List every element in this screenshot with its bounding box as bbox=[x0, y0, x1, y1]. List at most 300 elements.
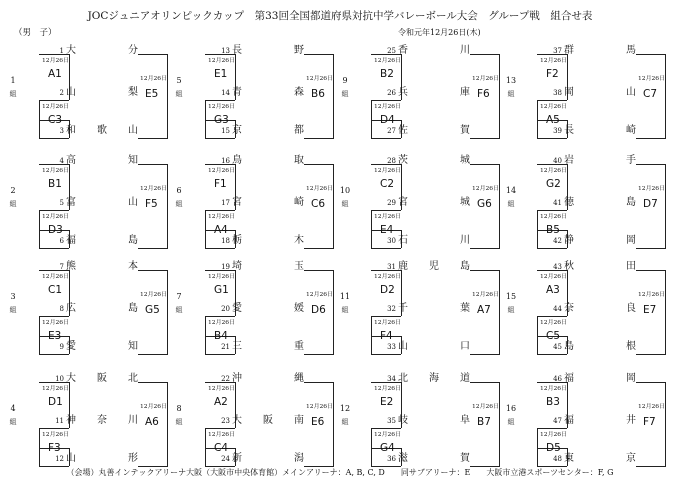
match-code: C1 bbox=[48, 284, 63, 296]
match-date: 12月26日 bbox=[42, 272, 70, 280]
bracket-line bbox=[39, 316, 40, 354]
group-label: 組 bbox=[341, 200, 349, 208]
final-match-code: E6 bbox=[311, 416, 325, 428]
match-date: 12月26日 bbox=[540, 56, 568, 64]
team-number: 22 bbox=[221, 375, 230, 383]
match-code: D1 bbox=[48, 396, 63, 408]
bracket-line bbox=[636, 54, 666, 55]
team-number: 37 bbox=[553, 47, 562, 55]
group-number: 10 bbox=[339, 186, 351, 195]
final-match-date: 12月26日 bbox=[306, 184, 334, 192]
match-code: F2 bbox=[546, 68, 559, 80]
team-name: 福岡 bbox=[564, 373, 636, 384]
team-number: 31 bbox=[387, 263, 396, 271]
bracket-line bbox=[470, 54, 500, 55]
team-number: 21 bbox=[221, 343, 230, 351]
team-number: 27 bbox=[387, 127, 396, 135]
bracket-line bbox=[205, 428, 235, 429]
final-match-date: 12月26日 bbox=[140, 402, 168, 410]
bracket-line bbox=[371, 248, 401, 249]
team-name: 山口 bbox=[398, 341, 470, 352]
match-code: E2 bbox=[380, 396, 394, 408]
bracket-line bbox=[304, 382, 334, 383]
team-number: 7 bbox=[59, 263, 64, 271]
match-date: 12月26日 bbox=[208, 384, 236, 392]
team-number: 11 bbox=[55, 417, 64, 425]
bracket-line bbox=[470, 270, 500, 271]
final-match-code: F7 bbox=[643, 416, 656, 428]
team-name: 神奈川 bbox=[66, 415, 138, 426]
group-number: 16 bbox=[505, 404, 517, 413]
match-date: 12月26日 bbox=[374, 166, 402, 174]
group-12-bracket bbox=[338, 368, 500, 467]
match-date: 12月26日 bbox=[374, 430, 402, 438]
team-name: 高知 bbox=[66, 155, 138, 166]
match-code: D2 bbox=[380, 284, 395, 296]
bracket-line bbox=[138, 270, 168, 271]
bracket-line bbox=[39, 428, 69, 429]
bracket-line bbox=[470, 138, 500, 139]
final-match-date: 12月26日 bbox=[140, 184, 168, 192]
group-number: 14 bbox=[505, 186, 517, 195]
team-number: 6 bbox=[59, 237, 64, 245]
bracket-line bbox=[665, 270, 666, 355]
final-match-code: C6 bbox=[311, 198, 326, 210]
match-date: 12月26日 bbox=[540, 318, 568, 326]
group-label: 組 bbox=[9, 418, 17, 426]
team-number: 13 bbox=[221, 47, 230, 55]
team-number: 40 bbox=[553, 157, 562, 165]
bracket-line bbox=[205, 100, 235, 101]
group-15-bracket bbox=[504, 256, 666, 355]
bracket-line bbox=[537, 210, 538, 248]
bracket-line bbox=[636, 354, 666, 355]
team-name: 長崎 bbox=[564, 125, 636, 136]
bracket-line bbox=[304, 54, 334, 55]
group-number: 8 bbox=[176, 404, 182, 413]
match-date: 12月26日 bbox=[42, 430, 70, 438]
bracket-line bbox=[138, 248, 168, 249]
match-code: D5 bbox=[546, 442, 561, 454]
bracket-line bbox=[205, 210, 235, 211]
bracket-line bbox=[39, 354, 69, 355]
team-name: 京都 bbox=[232, 125, 304, 136]
group-label: 組 bbox=[341, 306, 349, 314]
bracket-line bbox=[665, 164, 666, 249]
final-match-code: E7 bbox=[643, 304, 657, 316]
bracket-line bbox=[333, 164, 334, 249]
group-number: 13 bbox=[505, 76, 517, 85]
match-date: 12月26日 bbox=[42, 384, 70, 392]
bracket-line bbox=[665, 54, 666, 139]
match-code: A1 bbox=[48, 68, 62, 80]
match-code: B2 bbox=[380, 68, 394, 80]
team-number: 14 bbox=[221, 89, 230, 97]
bracket-line bbox=[167, 382, 168, 467]
bracket-line bbox=[499, 164, 500, 249]
group-9-bracket bbox=[338, 40, 500, 139]
match-code: A3 bbox=[546, 284, 560, 296]
group-label: 組 bbox=[175, 418, 183, 426]
match-date: 12月26日 bbox=[42, 166, 70, 174]
match-date: 12月26日 bbox=[42, 56, 70, 64]
group-1-bracket bbox=[6, 40, 168, 139]
team-name: 群馬 bbox=[564, 45, 636, 56]
page-title: JOCジュニアオリンピックカップ 第33回全国都道府県対抗中学バレーボール大会 グループ戦 組合せ表 bbox=[87, 10, 593, 22]
group-number: 15 bbox=[505, 292, 517, 301]
bracket-line bbox=[470, 164, 500, 165]
team-name: 島根 bbox=[564, 341, 636, 352]
team-name: 愛知 bbox=[66, 341, 138, 352]
group-13-bracket bbox=[504, 40, 666, 139]
team-name: 宮城 bbox=[398, 197, 470, 208]
bracket-line bbox=[665, 382, 666, 467]
team-number: 1 bbox=[59, 47, 64, 55]
match-code: G1 bbox=[214, 284, 229, 296]
final-match-code: A7 bbox=[477, 304, 491, 316]
final-match-date: 12月26日 bbox=[306, 402, 334, 410]
final-match-code: A6 bbox=[145, 416, 159, 428]
team-number: 36 bbox=[387, 455, 396, 463]
team-name: 山梨 bbox=[66, 87, 138, 98]
group-number: 12 bbox=[339, 404, 351, 413]
match-date: 12月26日 bbox=[374, 212, 402, 220]
group-label: 組 bbox=[9, 90, 17, 98]
team-number: 34 bbox=[387, 375, 396, 383]
final-match-code: C7 bbox=[643, 88, 658, 100]
bracket-line bbox=[470, 382, 500, 383]
final-match-date: 12月26日 bbox=[306, 290, 334, 298]
group-number: 1 bbox=[10, 76, 16, 85]
group-label: 組 bbox=[175, 306, 183, 314]
match-date: 12月26日 bbox=[208, 56, 236, 64]
team-name: 北海道 bbox=[398, 373, 470, 384]
team-number: 19 bbox=[221, 263, 230, 271]
team-name: 和歌山 bbox=[66, 125, 138, 136]
team-number: 23 bbox=[221, 417, 230, 425]
bracket-line bbox=[167, 54, 168, 139]
match-code: B1 bbox=[48, 178, 62, 190]
bracket-line bbox=[499, 382, 500, 467]
final-match-date: 12月26日 bbox=[638, 402, 666, 410]
team-number: 30 bbox=[387, 237, 396, 245]
team-name: 滋賀 bbox=[398, 453, 470, 464]
team-name: 福島 bbox=[66, 235, 138, 246]
bracket-line bbox=[636, 270, 666, 271]
team-number: 25 bbox=[387, 47, 396, 55]
match-date: 12月26日 bbox=[42, 318, 70, 326]
match-date: 12月26日 bbox=[540, 384, 568, 392]
bracket-line bbox=[138, 54, 168, 55]
bracket-line bbox=[304, 270, 334, 271]
team-number: 4 bbox=[59, 157, 64, 165]
match-date: 12月26日 bbox=[208, 166, 236, 174]
team-name: 秋田 bbox=[564, 261, 636, 272]
team-number: 35 bbox=[387, 417, 396, 425]
team-number: 33 bbox=[387, 343, 396, 351]
group-10-bracket bbox=[338, 150, 500, 249]
team-name: 石川 bbox=[398, 235, 470, 246]
team-name: 大阪北 bbox=[66, 373, 138, 384]
match-date: 12月26日 bbox=[208, 212, 236, 220]
match-code: G3 bbox=[214, 114, 229, 126]
team-name: 新潟 bbox=[232, 453, 304, 464]
bracket-line bbox=[39, 210, 40, 248]
match-date: 12月26日 bbox=[540, 102, 568, 110]
bracket-line bbox=[205, 210, 206, 248]
match-code: D3 bbox=[48, 224, 63, 236]
bracket-line bbox=[39, 248, 69, 249]
group-8-bracket bbox=[172, 368, 334, 467]
match-code: B5 bbox=[546, 224, 560, 236]
bracket-line bbox=[138, 382, 168, 383]
bracket-line bbox=[537, 248, 567, 249]
group-6-bracket bbox=[172, 150, 334, 249]
team-number: 41 bbox=[553, 199, 562, 207]
match-code: C5 bbox=[546, 330, 561, 342]
team-number: 29 bbox=[387, 199, 396, 207]
team-number: 45 bbox=[553, 343, 562, 351]
bracket-line bbox=[636, 164, 666, 165]
match-date: 12月26日 bbox=[208, 430, 236, 438]
final-match-code: G6 bbox=[477, 198, 492, 210]
group-number: 6 bbox=[176, 186, 182, 195]
bracket-line bbox=[205, 316, 206, 354]
final-match-code: E5 bbox=[145, 88, 159, 100]
team-name: 広島 bbox=[66, 303, 138, 314]
match-date: 12月26日 bbox=[42, 212, 70, 220]
final-match-date: 12月26日 bbox=[472, 290, 500, 298]
match-code: A2 bbox=[214, 396, 228, 408]
group-label: 組 bbox=[9, 200, 17, 208]
team-name: 山形 bbox=[66, 453, 138, 464]
team-name: 富山 bbox=[66, 197, 138, 208]
group-2-bracket bbox=[6, 150, 168, 249]
bracket-line bbox=[333, 270, 334, 355]
team-number: 47 bbox=[553, 417, 562, 425]
match-code: F4 bbox=[380, 330, 393, 342]
team-name: 奈良 bbox=[564, 303, 636, 314]
bracket-line bbox=[537, 138, 567, 139]
team-number: 17 bbox=[221, 199, 230, 207]
group-7-bracket bbox=[172, 256, 334, 355]
bracket-line bbox=[205, 100, 206, 138]
bracket-line bbox=[304, 248, 334, 249]
final-match-date: 12月26日 bbox=[472, 184, 500, 192]
bracket-line bbox=[499, 270, 500, 355]
bracket-line bbox=[537, 354, 567, 355]
bracket-line bbox=[371, 428, 401, 429]
match-date: 12月26日 bbox=[540, 166, 568, 174]
bracket-line bbox=[537, 100, 567, 101]
bracket-line bbox=[138, 138, 168, 139]
bracket-line bbox=[371, 428, 372, 466]
match-date: 12月26日 bbox=[540, 272, 568, 280]
team-name: 三重 bbox=[232, 341, 304, 352]
bracket-line bbox=[205, 248, 235, 249]
group-label: 組 bbox=[507, 200, 515, 208]
final-match-date: 12月26日 bbox=[638, 74, 666, 82]
bracket-line bbox=[470, 248, 500, 249]
team-name: 愛媛 bbox=[232, 303, 304, 314]
team-name: 長野 bbox=[232, 45, 304, 56]
team-number: 12 bbox=[55, 455, 64, 463]
team-number: 46 bbox=[553, 375, 562, 383]
match-date: 12月26日 bbox=[374, 384, 402, 392]
team-name: 千葉 bbox=[398, 303, 470, 314]
match-code: B4 bbox=[214, 330, 228, 342]
team-number: 20 bbox=[221, 305, 230, 313]
bracket-line bbox=[39, 316, 69, 317]
group-number: 9 bbox=[342, 76, 348, 85]
bracket-line bbox=[371, 210, 372, 248]
team-name: 青森 bbox=[232, 87, 304, 98]
group-3-bracket bbox=[6, 256, 168, 355]
team-number: 38 bbox=[553, 89, 562, 97]
final-match-date: 12月26日 bbox=[306, 74, 334, 82]
team-number: 8 bbox=[59, 305, 64, 313]
match-code: D4 bbox=[380, 114, 395, 126]
match-date: 12月26日 bbox=[374, 56, 402, 64]
match-code: G2 bbox=[546, 178, 561, 190]
team-name: 熊本 bbox=[66, 261, 138, 272]
match-code: C4 bbox=[214, 442, 229, 454]
match-code: F1 bbox=[214, 178, 227, 190]
bracket-line bbox=[371, 100, 401, 101]
group-number: 3 bbox=[10, 292, 16, 301]
match-code: E1 bbox=[214, 68, 228, 80]
team-name: 徳島 bbox=[564, 197, 636, 208]
team-number: 15 bbox=[221, 127, 230, 135]
final-match-code: B7 bbox=[477, 416, 491, 428]
bracket-line bbox=[304, 164, 334, 165]
group-label: 組 bbox=[507, 418, 515, 426]
team-number: 32 bbox=[387, 305, 396, 313]
bracket-line bbox=[304, 138, 334, 139]
match-date: 12月26日 bbox=[374, 318, 402, 326]
match-date: 12月26日 bbox=[540, 430, 568, 438]
match-code: C3 bbox=[48, 114, 63, 126]
group-label: 組 bbox=[507, 90, 515, 98]
team-name: 岐阜 bbox=[398, 415, 470, 426]
team-name: 鳥取 bbox=[232, 155, 304, 166]
bracket-line bbox=[205, 354, 235, 355]
group-label: 組 bbox=[341, 90, 349, 98]
match-code: E3 bbox=[48, 330, 62, 342]
match-code: E4 bbox=[380, 224, 394, 236]
bracket-line bbox=[499, 54, 500, 139]
team-number: 18 bbox=[221, 237, 230, 245]
final-match-code: F5 bbox=[145, 198, 158, 210]
bracket-line bbox=[636, 382, 666, 383]
bracket-line bbox=[470, 354, 500, 355]
bracket-line bbox=[333, 54, 334, 139]
bracket-line bbox=[371, 100, 372, 138]
bracket-line bbox=[537, 316, 567, 317]
match-date: 12月26日 bbox=[374, 102, 402, 110]
team-number: 39 bbox=[553, 127, 562, 135]
team-name: 静岡 bbox=[564, 235, 636, 246]
bracket-line bbox=[39, 138, 69, 139]
team-name: 沖縄 bbox=[232, 373, 304, 384]
bracket-line bbox=[537, 428, 567, 429]
bracket-line bbox=[167, 270, 168, 355]
final-match-date: 12月26日 bbox=[472, 74, 500, 82]
bracket-line bbox=[39, 100, 69, 101]
final-match-date: 12月26日 bbox=[140, 74, 168, 82]
bracket-line bbox=[333, 382, 334, 467]
group-number: 11 bbox=[339, 292, 351, 301]
bracket-line bbox=[205, 138, 235, 139]
match-code: A4 bbox=[214, 224, 228, 236]
match-date: 12月26日 bbox=[208, 318, 236, 326]
team-name: 栃木 bbox=[232, 235, 304, 246]
team-number: 48 bbox=[553, 455, 562, 463]
group-label: 組 bbox=[175, 200, 183, 208]
group-5-bracket bbox=[172, 40, 334, 139]
final-match-date: 12月26日 bbox=[472, 402, 500, 410]
team-number: 28 bbox=[387, 157, 396, 165]
team-name: 佐賀 bbox=[398, 125, 470, 136]
team-name: 福井 bbox=[564, 415, 636, 426]
bracket-line bbox=[371, 316, 401, 317]
final-match-code: D6 bbox=[311, 304, 326, 316]
team-name: 岡山 bbox=[564, 87, 636, 98]
team-name: 大阪南 bbox=[232, 415, 304, 426]
team-number: 9 bbox=[59, 343, 64, 351]
match-code: A5 bbox=[546, 114, 560, 126]
bracket-line bbox=[304, 354, 334, 355]
match-code: B3 bbox=[546, 396, 560, 408]
bracket-line bbox=[537, 428, 538, 466]
team-name: 鹿児島 bbox=[398, 261, 470, 272]
bracket-line bbox=[537, 100, 538, 138]
team-number: 44 bbox=[553, 305, 562, 313]
group-number: 5 bbox=[176, 76, 182, 85]
team-number: 24 bbox=[221, 455, 230, 463]
final-match-code: D7 bbox=[643, 198, 658, 210]
gender-label: （男 子） bbox=[14, 28, 57, 38]
final-match-code: G5 bbox=[145, 304, 160, 316]
team-name: 岩手 bbox=[564, 155, 636, 166]
match-date: 12月26日 bbox=[42, 102, 70, 110]
bracket-line bbox=[537, 316, 538, 354]
bracket-line bbox=[138, 164, 168, 165]
bracket-line bbox=[371, 316, 372, 354]
team-number: 2 bbox=[59, 89, 64, 97]
team-name: 大分 bbox=[66, 45, 138, 56]
match-date: 12月26日 bbox=[208, 102, 236, 110]
team-name: 宮崎 bbox=[232, 197, 304, 208]
final-match-code: F6 bbox=[477, 88, 490, 100]
venue-footer: （会場）丸善インテックアリーナ大阪（大阪市中央体育館）メインアリーナ：A, B, C, D 同サブアリーナ：E 大阪市立港スポーツセンター：F, G bbox=[66, 468, 614, 477]
group-number: 4 bbox=[10, 404, 16, 413]
match-date: 12月26日 bbox=[208, 272, 236, 280]
bracket-line bbox=[205, 316, 235, 317]
team-name: 兵庫 bbox=[398, 87, 470, 98]
match-code: G4 bbox=[380, 442, 395, 454]
team-name: 埼玉 bbox=[232, 261, 304, 272]
team-name: 香川 bbox=[398, 45, 470, 56]
team-number: 42 bbox=[553, 237, 562, 245]
match-code: C2 bbox=[380, 178, 395, 190]
final-match-date: 12月26日 bbox=[638, 290, 666, 298]
group-11-bracket bbox=[338, 256, 500, 355]
group-label: 組 bbox=[507, 306, 515, 314]
team-name: 茨城 bbox=[398, 155, 470, 166]
date-label: 令和元年12月26日(木) bbox=[398, 28, 481, 37]
bracket-line bbox=[371, 138, 401, 139]
